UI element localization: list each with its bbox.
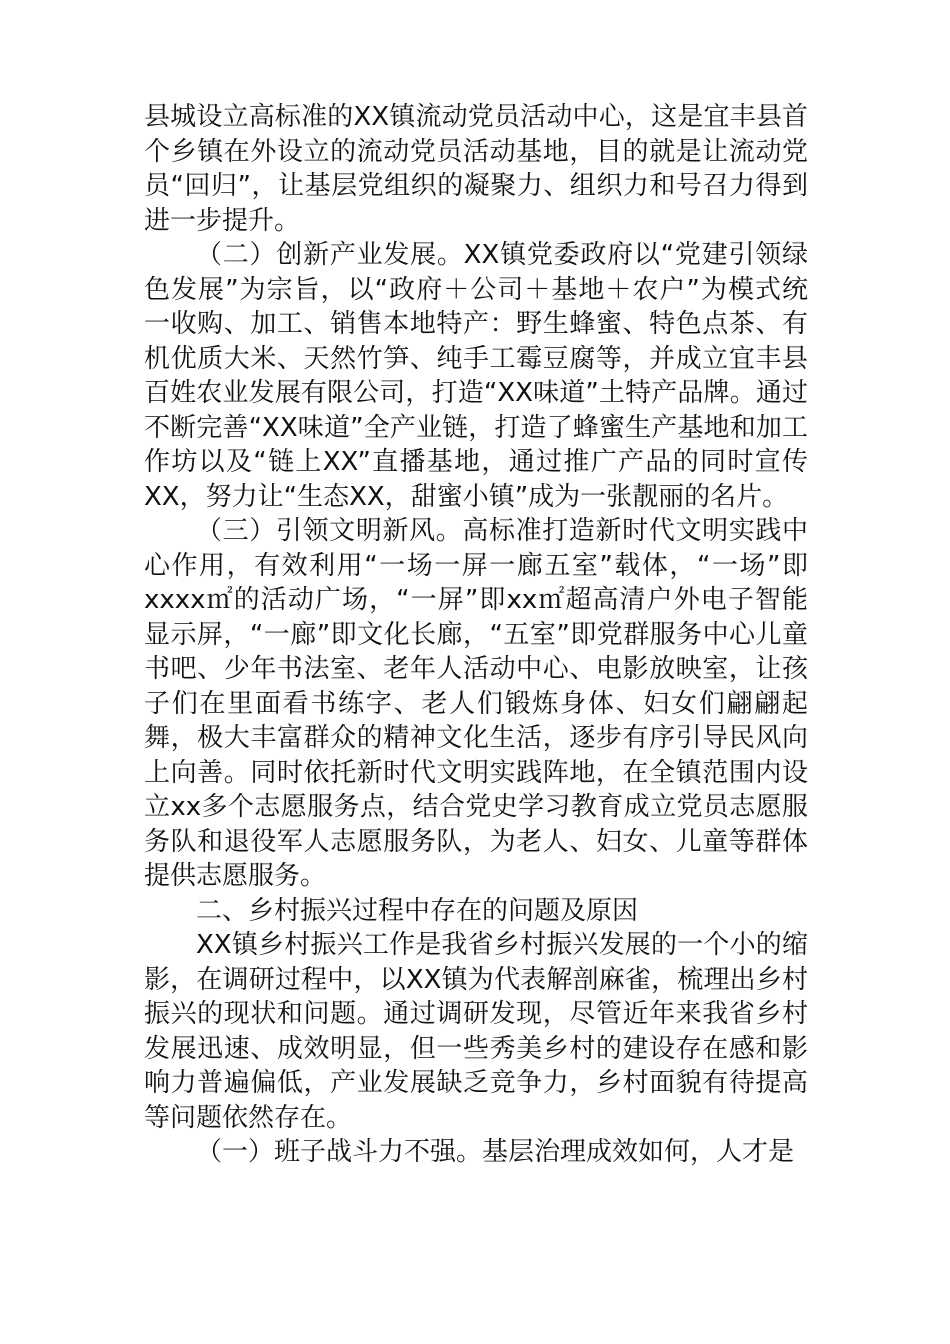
paragraph-continuation: 县城设立高标准的XX镇流动党员活动中心，这是宜丰县首个乡镇在外设立的流动党员活动基地，目的就是让流动党员“回归”，让基层党组织的凝聚力、组织力和号召力得到进一步提升。 bbox=[144, 102, 808, 236]
paragraph-civilization: （三）引领文明新风。高标准打造新时代文明实践中心作用，有效利用“一场一屏一廊五室”载体，“一场”即xxxx㎡的活动广场，“一屏”即xx㎡超高清户外电子智能显示屏，“一廊”即文化长廊，“五室”即党群服务中心儿童书吧、少年书法室、老年人活动中心、电影放映室，让孩子们在里面看书练字、老人们锻炼身体、妇女们翩翩起舞，极大丰富群众的精神文化生活，逐步有序引导民风向上向善。同时依托新时代文明实践阵地，在全镇范围内设立xx多个志愿服务点，结合党史学习教育成立党员志愿服务队和退役军人志愿服务队，为老人、妇女、儿童等群体提供志愿服务。 bbox=[144, 516, 808, 891]
section-heading-problems: 二、乡村振兴过程中存在的问题及原因 bbox=[196, 895, 639, 926]
document-body bbox=[144, 100, 808, 1170]
paragraph-team-strength: （一）班子战斗力不强。基层治理成效如何，人才是 bbox=[196, 1137, 795, 1167]
paragraph-problems-overview: XX镇乡村振兴工作是我省乡村振兴发展的一个小的缩影，在调研过程中，以XX镇为代表解剖麻雀，梳理出乡村振兴的现状和问题。通过调研发现，尽管近年来我省乡村发展迅速、成效明显，但一些秀美乡村的建设存在感和影响力普遍偏低，产业发展缺乏竞争力，乡村面貌有待提高等问题依然存在。 bbox=[144, 930, 808, 1133]
paragraph-industry-development: （二）创新产业发展。XX镇党委政府以“党建引领绿色发展”为宗旨，以“政府＋公司＋基地＋农户”为模式统一收购、加工、销售本地特产：野生蜂蜜、特色点茶、有机优质大米、天然竹笋、纯手工霉豆腐等，并成立宜丰县百姓农业发展有限公司，打造“XX味道”土特产品牌。通过不断完善“XX味道”全产业链，打造了蜂蜜生产基地和加工作坊以及“链上XX”直播基地，通过推广产品的同时宣传XX，努力让“生态XX，甜蜜小镇”成为一张靓丽的名片。 bbox=[144, 240, 808, 512]
